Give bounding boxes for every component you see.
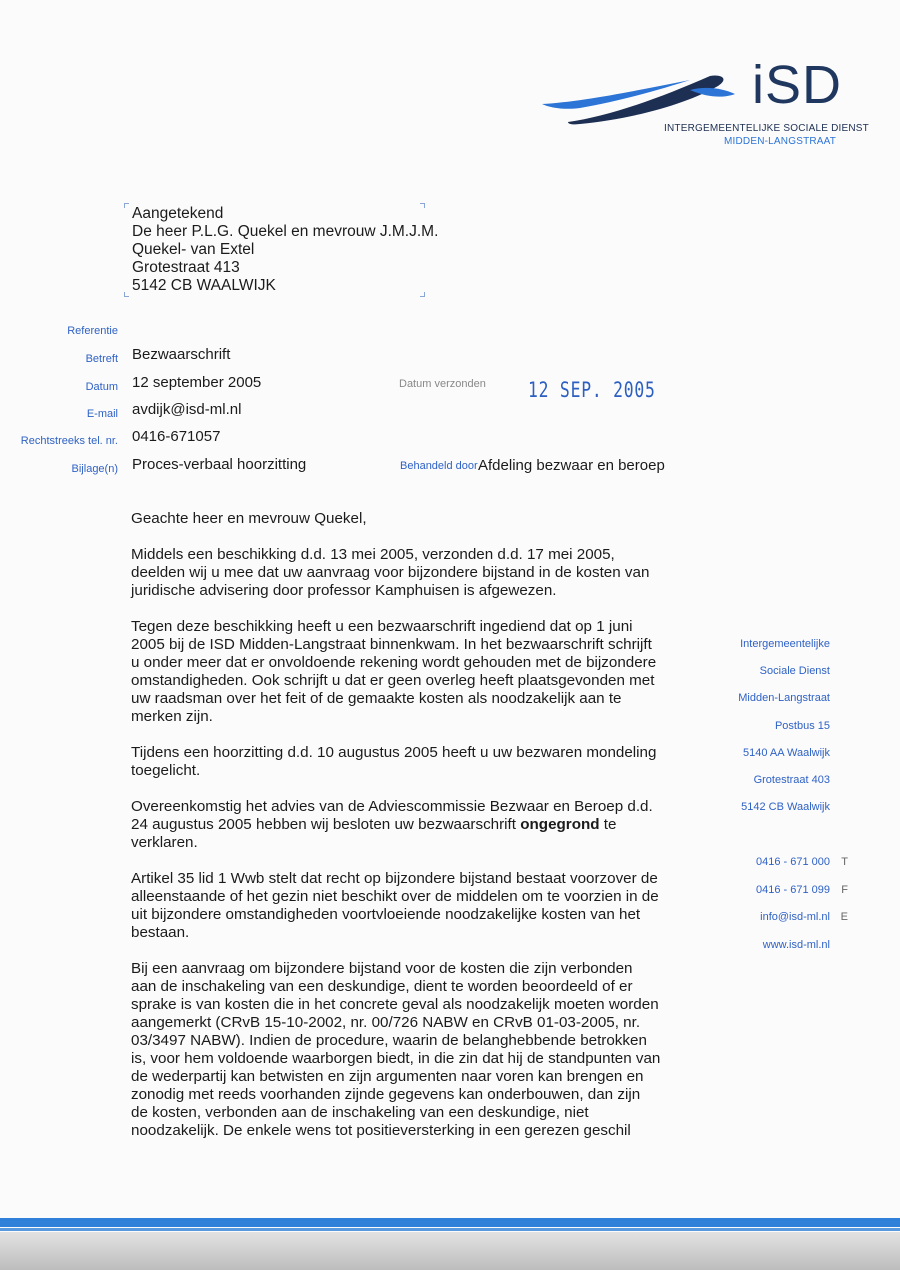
isd-logo-text: iSD — [752, 55, 843, 115]
subject-value: Bezwaarschrift — [132, 346, 231, 363]
contact-value: 0416 - 671 000 — [755, 856, 830, 868]
paragraph-1 — [131, 546, 671, 600]
contact-phone — [756, 856, 848, 884]
email-value: avdijk@isd-ml.nl — [132, 401, 242, 418]
paragraph-6 — [131, 960, 671, 1140]
address-line: Aangetekend — [132, 205, 224, 222]
text-line: Tegen deze beschikking heeft u een bezwaarschrift ingediend dat op 1 juni — [131, 618, 633, 635]
sender-address-block — [738, 637, 830, 827]
isd-swoosh-logo — [540, 72, 745, 130]
text-line: aan de inschakeling van een deskundige, dient te worden beoordeeld of er — [131, 978, 633, 995]
text-line: verklaren. — [131, 834, 198, 851]
text-line: toegelicht. — [131, 762, 201, 779]
contact-suffix: E — [840, 911, 848, 923]
address-line: Grotestraat 413 — [132, 259, 240, 276]
date-sent-stamp: 12 SEP. 2005 — [528, 378, 656, 402]
text-line: is, voor hem voldoende waarborgen biedt, in die zin dat hij de standpunten van — [131, 1050, 661, 1067]
paragraph-2 — [131, 618, 671, 726]
text-line: 03/3497 NABW). Indien de procedure, waarin de belanghebbende betrokken — [131, 1032, 647, 1049]
footer-stripe-thin — [0, 1228, 900, 1231]
logo-subtitle-line1: INTERGEMEENTELIJKE SOCIALE DIENST — [664, 123, 869, 134]
text-line — [131, 816, 671, 834]
text-line: Bij een aanvraag om bijzondere bijstand voor de kosten die zijn verbonden — [131, 960, 633, 977]
page-bottom-shadow — [0, 1232, 900, 1270]
text-line: aangemerkt (CRvB 15-10-2002, nr. 00/726 NABW en CRvB 01-03-2005, nr. — [131, 1014, 641, 1031]
address-line: 5142 CB WAALWIJK — [132, 277, 276, 294]
logo-subtitle-line2: MIDDEN-LANGSTRAAT — [724, 136, 837, 147]
footer-stripe — [0, 1218, 900, 1227]
contact-value: www.isd-ml.nl — [762, 938, 830, 951]
sender-contacts — [756, 856, 848, 966]
text-line: zonodig met reeds voorhanden zijnde gegevens kan onderbouwen, dan zijn — [131, 1086, 641, 1103]
text-line: de wederpartij kan betwisten en zijn argumenten naar voren kan brengen en — [131, 1068, 644, 1085]
sender-line: 5140 AA Waalwijk — [742, 746, 830, 759]
text-line: de kosten, verbonden aan de inschakeling van een deskundige, niet — [131, 1104, 589, 1121]
sender-line: Sociale Dienst — [759, 665, 830, 678]
decision-text: 24 augustus 2005 hebben wij besloten uw bezwaarschrift — [131, 816, 516, 833]
text-line: sprake is van kosten die in het concrete geval als noodzakelijk moeten worden — [131, 996, 659, 1013]
address-line: Quekel- van Extel — [132, 241, 255, 258]
text-line: Middels een beschikking d.d. 13 mei 2005, verzonden d.d. 17 mei 2005, — [131, 546, 615, 563]
subject-label: Betreft — [85, 353, 118, 365]
contact-value: 0416 - 671 099 — [755, 883, 830, 896]
contact-suffix: T — [841, 856, 848, 868]
address-line: De heer P.L.G. Quekel en mevrouw J.M.J.M. — [132, 223, 439, 240]
date-sent-label: Datum verzonden — [399, 378, 486, 390]
text-line: Artikel 35 lid 1 Wwb stelt dat recht op bijzondere bijstand bestaat voorzover de — [131, 870, 658, 887]
contact-value: info@isd-ml.nl — [760, 911, 830, 923]
phone-label: Rechtstreeks tel. nr. — [20, 435, 118, 447]
paragraph-3 — [131, 744, 671, 780]
text-line: bestaan. — [131, 924, 190, 941]
text-line: deelden wij u mee dat uw aanvraag voor bijzondere bijstand in de kosten van — [131, 564, 650, 581]
paragraph-4 — [131, 798, 671, 852]
text-line: merken zijn. — [131, 708, 213, 725]
recipient-address — [132, 205, 438, 295]
decision-text-end: te — [603, 816, 617, 833]
text-line: 2005 bij de ISD Midden-Langstraat binnenkwam. In het bezwaarschrift schrijft — [131, 636, 652, 653]
phone-value: 0416-671057 — [132, 428, 221, 445]
contact-fax — [756, 884, 848, 912]
date-label: Datum — [85, 381, 118, 393]
handled-by-value: Afdeling bezwaar en beroep — [478, 457, 665, 474]
contact-website — [756, 939, 848, 967]
sender-line: 5142 CB Waalwijk — [741, 801, 830, 814]
text-line: omstandigheden. Ook schrijft u dat er geen overleg heeft plaatsgevonden met — [131, 672, 655, 689]
text-line: u onder meer dat er onvoldoende rekening wordt gehouden met de bijzondere — [131, 654, 657, 671]
address-window-corner — [124, 203, 129, 208]
contact-suffix: F — [841, 883, 848, 896]
salutation: Geachte heer en mevrouw Quekel, — [131, 510, 367, 527]
text-line: Tijdens een hoorzitting d.d. 10 augustus 2005 heeft u uw bezwaren mondeling — [131, 744, 657, 761]
paragraph-5 — [131, 870, 671, 942]
reference-label: Referentie — [67, 325, 118, 337]
sender-line: Postbus 15 — [774, 719, 830, 732]
text-line: noodzakelijk. De enkele wens tot positieversterking in een gerezen geschil — [131, 1122, 631, 1139]
contact-email — [756, 911, 848, 939]
text-line: uit bijzondere omstandigheden voortvloeiende noodzakelijke kosten van het — [131, 906, 641, 923]
decision-ungrounded: ongegrond — [520, 816, 600, 833]
sender-line: Grotestraat 403 — [753, 773, 830, 786]
attachment-value: Proces-verbaal hoorzitting — [132, 456, 307, 473]
date-value: 12 september 2005 — [132, 374, 262, 391]
sender-line: Intergemeentelijke — [740, 638, 830, 650]
text-line: juridische advisering door professor Kamphuisen is afgewezen. — [131, 582, 557, 599]
attachment-label: Bijlage(n) — [71, 463, 118, 475]
handled-by-label: Behandeld door — [400, 460, 478, 472]
address-window-corner — [124, 292, 129, 297]
text-line: Overeenkomstig het advies van de Adviescommissie Bezwaar en Beroep d.d. — [131, 798, 653, 815]
text-line: uw raadsman over het feit of de gemaakte kosten als noodzakelijk aan te — [131, 690, 622, 707]
letter-body — [131, 510, 671, 1158]
text-line: alleenstaande of het gezin niet beschikt over de middelen om te voorzien in de — [131, 888, 659, 905]
email-label: E-mail — [86, 408, 118, 420]
sender-line: Midden-Langstraat — [738, 692, 830, 705]
